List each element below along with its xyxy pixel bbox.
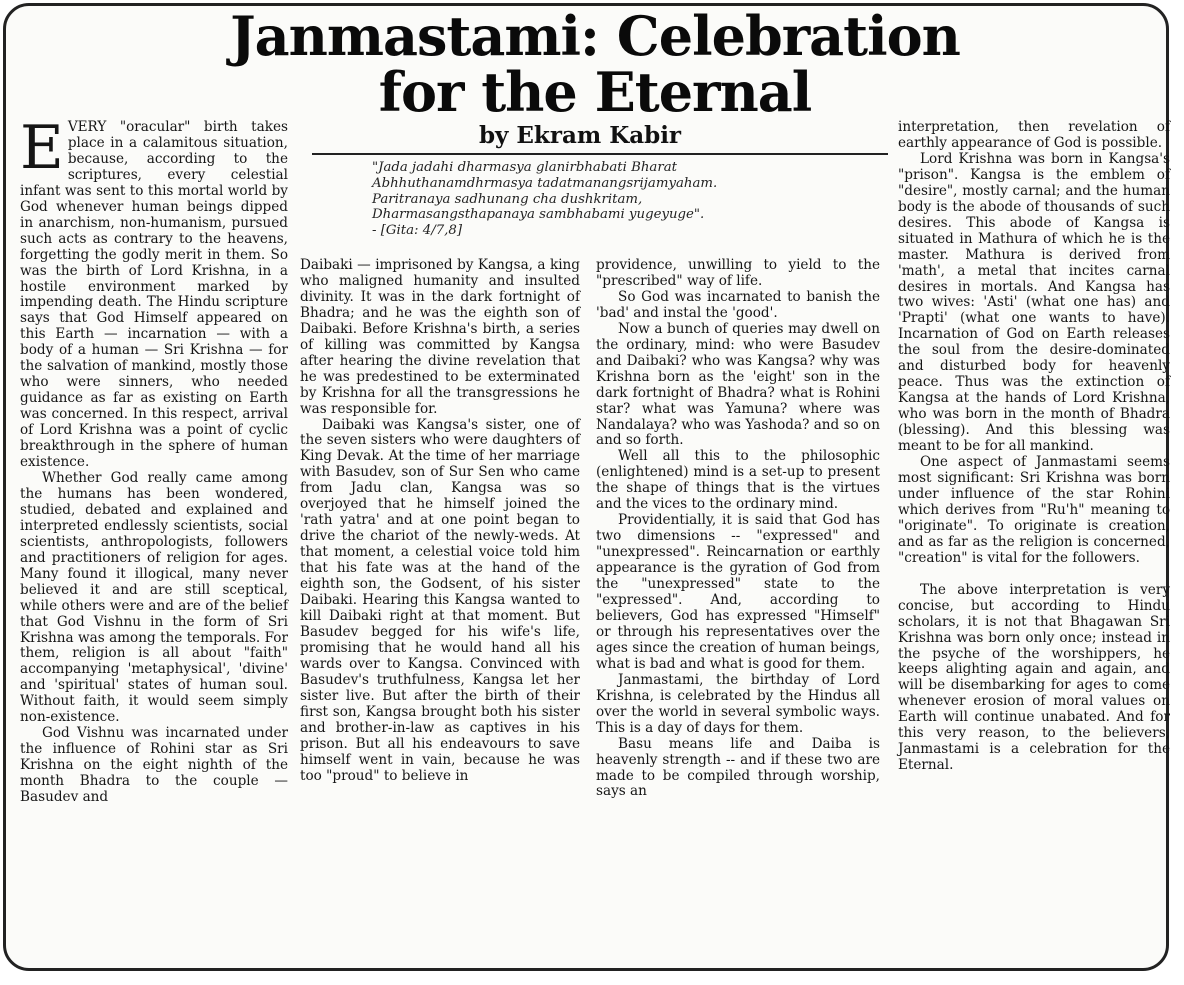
byline: by Ekram Kabir [478, 122, 682, 149]
paragraph: providence, unwilling to yield to the "prescribed" way of life. [596, 257, 880, 289]
column-2 [300, 258, 580, 784]
epigraph-line: Paritranaya sadhunang cha dushkritam, [372, 191, 643, 207]
epigraph-line: "Jada jadahi dharmasya glanirbhabati Bharat [372, 160, 677, 175]
paragraph-gap [898, 567, 1170, 583]
paragraph: The above interpretation is very concise, but according to Hindu scholars, it is not that Bhagawan Sri Krishna was born only once; instead in the psyche of the worshippers, he keeps alighting again and again, and will be disembarking for ages to come whenever erosion of moral values on Earth will continue unabated. And for this very reason, to the believers, Janmastami is a celebration for the Eternal. [898, 581, 1170, 774]
epigraph [372, 160, 892, 239]
column-4 [898, 120, 1170, 774]
paragraph: God Vishnu was incarnated under the influence of Rohini star as Sri Krishna on the eight nighth of the month Bhadra to the couple — Basudev and [20, 725, 288, 806]
paragraph: Daibaki — imprisoned by Kangsa, a king who maligned humanity and insulted divinity. It was in the dark fortnight of Bhadra; and he was the eighth son of Daibaki. Before Krishna's birth, a series of killing was committed by Kangsa after hearing the divine revelation that he was predestined to be exterminated by Krishna for all the transgressions he was responsible for. [300, 257, 580, 417]
column-3 [596, 258, 880, 800]
drop-cap: E [20, 113, 64, 183]
column-1 [20, 113, 288, 806]
paragraph: Now a bunch of queries may dwell on the ordinary, mind: who were Basudev and Daibaki? who was Kangsa? why was Krishna born as the 'eight' son in the dark fortnight of Bhadra? what is Rohini star? what was Yamuna? where was Nandalaya? who was Yashoda? and so on and so forth. [596, 320, 880, 449]
paragraph [20, 113, 288, 471]
paragraph: Well all this to the philosophic (enlightened) mind is a set-up to present the shape of things that is the virtues and the vices to the ordinary mind. [596, 448, 880, 513]
paragraph-text: VERY "oracular" birth takes place in a calamitous situation, because, according to the scriptures, every celestial infant was sent to this mortal world by God whenever human beings dipped in anarchism, non-humanism, pursued such acts as contrary to the heavens, forgetting the godly merit in them. So was the birth of Lord Krishna, in a hostile environment marked by impending death. The Hindu scripture says that God Himself appeared on this Earth — incarnation — with a body of a human — Sri Krishna — for the salvation of mankind, mostly those who were sinners, who needed guidance as far as existing on Earth was concerned. In this respect, arrival of Lord Krishna was a point of cyclic breakthrough in the sphere of human existence. [20, 119, 288, 471]
epigraph-line: Dharmasangsthapanaya sambhabami yugeyuge". [372, 207, 705, 223]
paragraph: Daibaki was Kangsa's sister, one of the seven sisters who were daughters of King Devak. At the time of her marriage with Basudev, son of Sur Sen who came from Jadu clan, Kangsa was so overjoyed that he himself joined the 'rath yatra' and at one point began to drive the chariot of the newly-weds. At that moment, a celestial voice told him that his fate was at the hand of the eighth son, the Godsent, of his sister Daibaki. Hearing this Kangsa wanted to kill Daibaki right at that moment. But Basudev begged for his wife's life, promising that he would hand all his wards over to Kangsa. Convinced with Basudev's truthfulness, Kangsa let her sister live. But after the birth of their first son, Kangsa brought both his sister and brother-in-law as captives in his prison. But all his endeavours to save himself went in vain, because he was too "proud" to believe in [300, 416, 580, 784]
epigraph-citation: - [Gita: 4/7,8] [372, 223, 463, 239]
headline: Janmastami: Celebration for the Eternal [230, 4, 960, 124]
paragraph: So God was incarnated to banish the 'bad' and instal the 'good'. [596, 288, 880, 321]
paragraph: One aspect of Janmastami seems most significant: Sri Krishna was born under influence of the star Rohini which derives from "Ru'h" meaning to "originate". To originate is creation, and as far as the religion is concerned, "creation" is vital for the followers. [898, 454, 1170, 566]
paragraph: Providentially, it is said that God has two dimensions -- "expressed" and "unexpressed". Reincarnation or earthly appearance is the gyration of God from the "unexpressed" state to the "expressed". And, according to believers, God has expressed "Himself" or through his representatives over the ages since the creation of human beings, what is bad and what is good for them. [596, 512, 880, 672]
epigraph-line: Abhhuthanamdhrmasya tadatmanangsrijamyaham. [372, 175, 718, 191]
paragraph: Whether God really came among the humans has been wondered, studied, debated and explained and interpreted endlessly scientists, social scientists, anthropologists, followers and practitioners of religion for ages. Many found it illogical, many never believed it and are still sceptical, while others were and are of the belief that God Vishnu in the form of Sri Krishna was among the temporals. For them, religion is all about "faith" accompanying 'metaphysical', 'divine' and 'spiritual' states of human soul. Without faith, it would seem simply non-existence. [20, 469, 288, 726]
paragraph: interpretation, then revelation of earthly appearance of God is possible. [898, 119, 1170, 151]
byline-rule [312, 153, 888, 155]
paragraph: Lord Krishna was born in Kangsa's "prison". Kangsa is the emblem of "desire", mostly carnal; and the human body is the abode of thousands of such desires. This abode of Kangsa is situated in Mathura of which he is the master. Mathura is derived from 'math', a metal that incites carnal desires in mortals. And Kangsa has two wives: 'Asti' (what one has) and 'Prapti' (what one wants to have). Incarnation of God on Earth releases the soul from the desire-dominated and disturbed body for heavenly peace. Thus was the extinction of Kangsa at the hands of Lord Krishna, who was born in the month of Bhadra (blessing). And this blessing was meant to be for all mankind. [898, 150, 1170, 455]
paragraph: Basu means life and Daiba is heavenly strength -- and if these two are made to be compiled through worship, says an [596, 735, 880, 800]
paragraph: Janmastami, the birthday of Lord Krishna, is celebrated by the Hindus all over the world in several symbolic ways. This is a day of days for them. [596, 671, 880, 736]
